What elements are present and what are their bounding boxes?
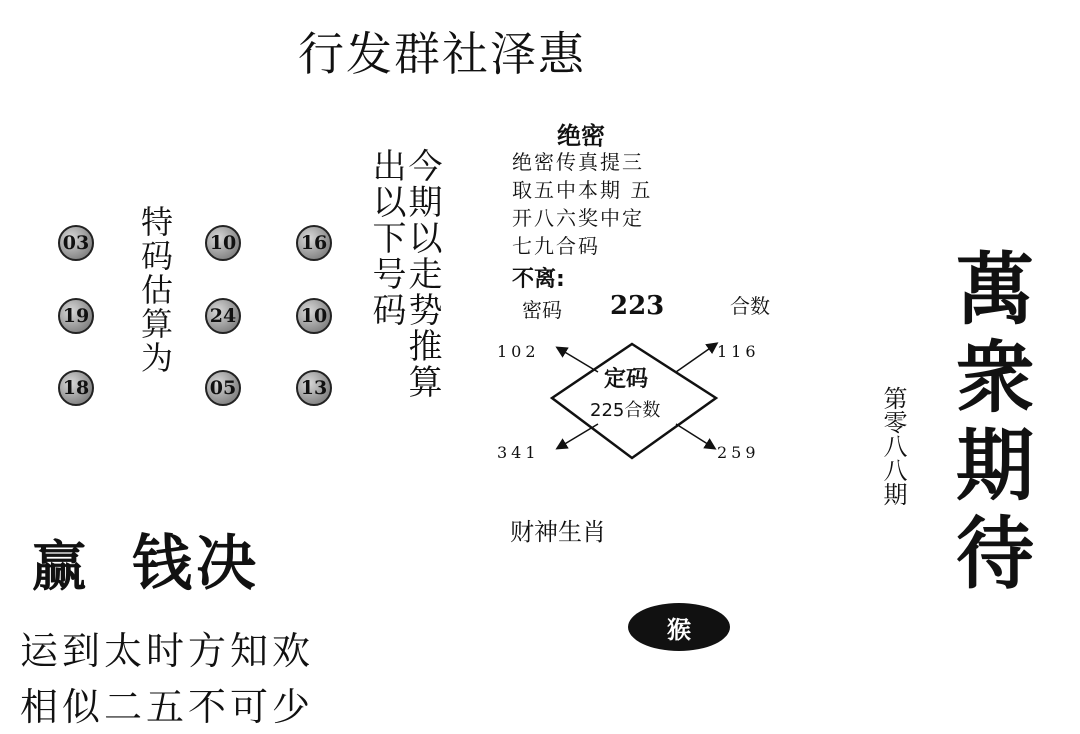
number-ball: 16 — [296, 225, 332, 261]
trend-text-col1: 今期以走势推算 — [402, 148, 442, 400]
zodiac-label: 财神生肖 — [510, 518, 606, 546]
buli-label: 不离: — [512, 267, 565, 292]
sum-label: 合数 — [730, 294, 770, 318]
corner-number-bottom-right: 259 — [717, 443, 760, 462]
number-ball: 24 — [205, 298, 241, 334]
page-title: 行发群社泽惠 — [298, 27, 586, 81]
arrow-top-right — [676, 344, 716, 372]
diamond-title: 定码 — [604, 367, 649, 392]
secret-heading: 绝密 — [557, 122, 605, 150]
code-value: 223 — [610, 291, 665, 321]
number-ball: 10 — [205, 225, 241, 261]
issue-number: 第零八八期 — [879, 386, 907, 506]
zodiac-badge: 猴 — [628, 603, 730, 651]
arrow-top-left — [558, 348, 598, 372]
number-ball: 18 — [58, 370, 94, 406]
corner-number-top-left: 102 — [497, 342, 540, 361]
arrow-bottom-right — [676, 424, 714, 448]
number-ball: 03 — [58, 225, 94, 261]
number-ball: 19 — [58, 298, 94, 334]
number-ball: 13 — [296, 370, 332, 406]
special-estimate-label: 特码估算为 — [136, 205, 174, 375]
secret-line: 七九合码 — [512, 234, 600, 258]
arrow-bottom-left — [558, 424, 598, 448]
secret-line: 取五中本期 五 — [512, 178, 653, 202]
corner-number-top-right: 116 — [717, 342, 760, 361]
slogan: 萬衆期待 — [943, 248, 1034, 600]
number-ball: 05 — [205, 370, 241, 406]
verse-line-2: 相似二五不可少 — [20, 685, 315, 729]
win-title-2: 钱决 — [132, 529, 260, 599]
secret-line: 开八六奖中定 — [512, 206, 644, 230]
verse-line-1: 运到太时方知欢 — [20, 629, 315, 673]
win-title-1: 赢 — [32, 534, 86, 598]
diamond-text: 225合数 — [590, 400, 661, 421]
trend-text-col2: 出以下号码 — [366, 148, 406, 328]
code-label: 密码 — [522, 298, 562, 322]
corner-number-bottom-left: 341 — [497, 443, 540, 462]
secret-line: 绝密传真提三 — [512, 150, 644, 174]
number-ball: 10 — [296, 298, 332, 334]
